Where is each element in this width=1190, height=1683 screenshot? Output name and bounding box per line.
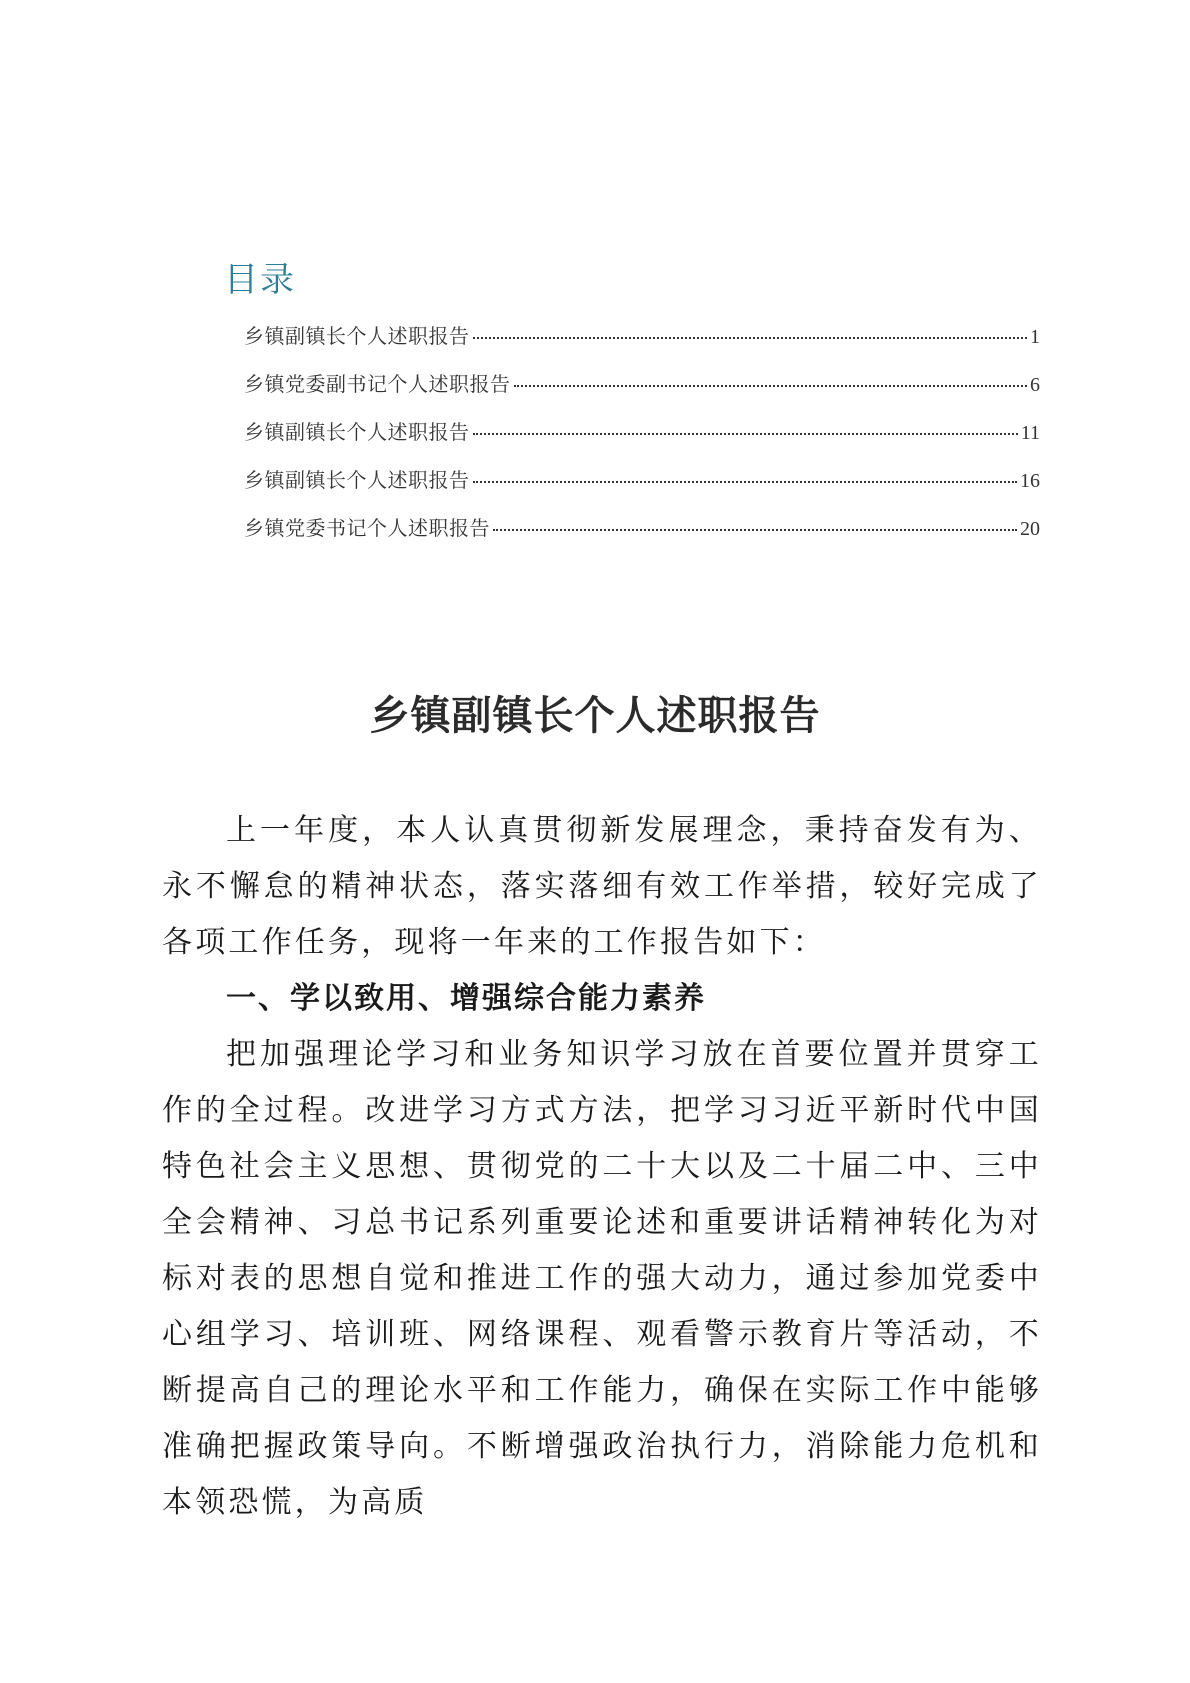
toc-entry-page: 16 [1020, 470, 1040, 492]
toc-entry[interactable] [244, 464, 1040, 512]
section-paragraph: 把加强理论学习和业务知识学习放在首要位置并贯穿工作的全过程。改进学习方式方法，把学习习近平新时代中国特色社会主义思想、贯彻党的二十大以及二十届二中、三中全会精神、习总书记系列重要论述和重要讲话精神转化为对标对表的思想自觉和推进工作的强大动力，通过参加党委中心组学习、培训班、网络课程、观看警示教育片等活动，不断提高自己的理论水平和工作能力，确保在实际工作中能够准确把握政策导向。不断增强政治执行力，消除能力危机和本领恐慌，为高质 [162, 1037, 1042, 1520]
toc-entry-page: 1 [1030, 326, 1040, 348]
toc-dot-leader [473, 481, 1018, 483]
toc-entry[interactable] [244, 320, 1040, 368]
toc-entry[interactable] [244, 416, 1040, 464]
document-body [162, 803, 1042, 1531]
toc-dot-leader [514, 385, 1028, 387]
document-title: 乡镇副镇长个人述职报告 [369, 693, 821, 739]
toc-entry-page: 11 [1020, 422, 1040, 444]
toc-entry[interactable] [244, 512, 1040, 560]
toc-dot-leader [473, 433, 1018, 435]
toc-dot-leader [493, 529, 1017, 531]
toc-entry-title: 乡镇副镇长个人述职报告 [244, 420, 470, 444]
toc-entry-title: 乡镇党委副书记个人述职报告 [244, 372, 511, 396]
toc-dot-leader [473, 337, 1028, 339]
toc-entry-title: 乡镇党委书记个人述职报告 [244, 516, 490, 540]
toc-heading: 目录 [224, 260, 296, 300]
toc-entry-page: 6 [1030, 374, 1040, 396]
intro-paragraph: 上一年度，本人认真贯彻新发展理念，秉持奋发有为、永不懈怠的精神状态，落实落细有效工作举措，较好完成了各项工作任务，现将一年来的工作报告如下： [162, 813, 1042, 960]
toc-entry-page: 20 [1020, 518, 1040, 540]
toc-entry-title: 乡镇副镇长个人述职报告 [244, 324, 470, 348]
table-of-contents [244, 320, 1040, 560]
section-heading: 一、学以致用、增强综合能力素养 [226, 981, 706, 1016]
toc-entry[interactable] [244, 368, 1040, 416]
toc-entry-title: 乡镇副镇长个人述职报告 [244, 468, 470, 492]
